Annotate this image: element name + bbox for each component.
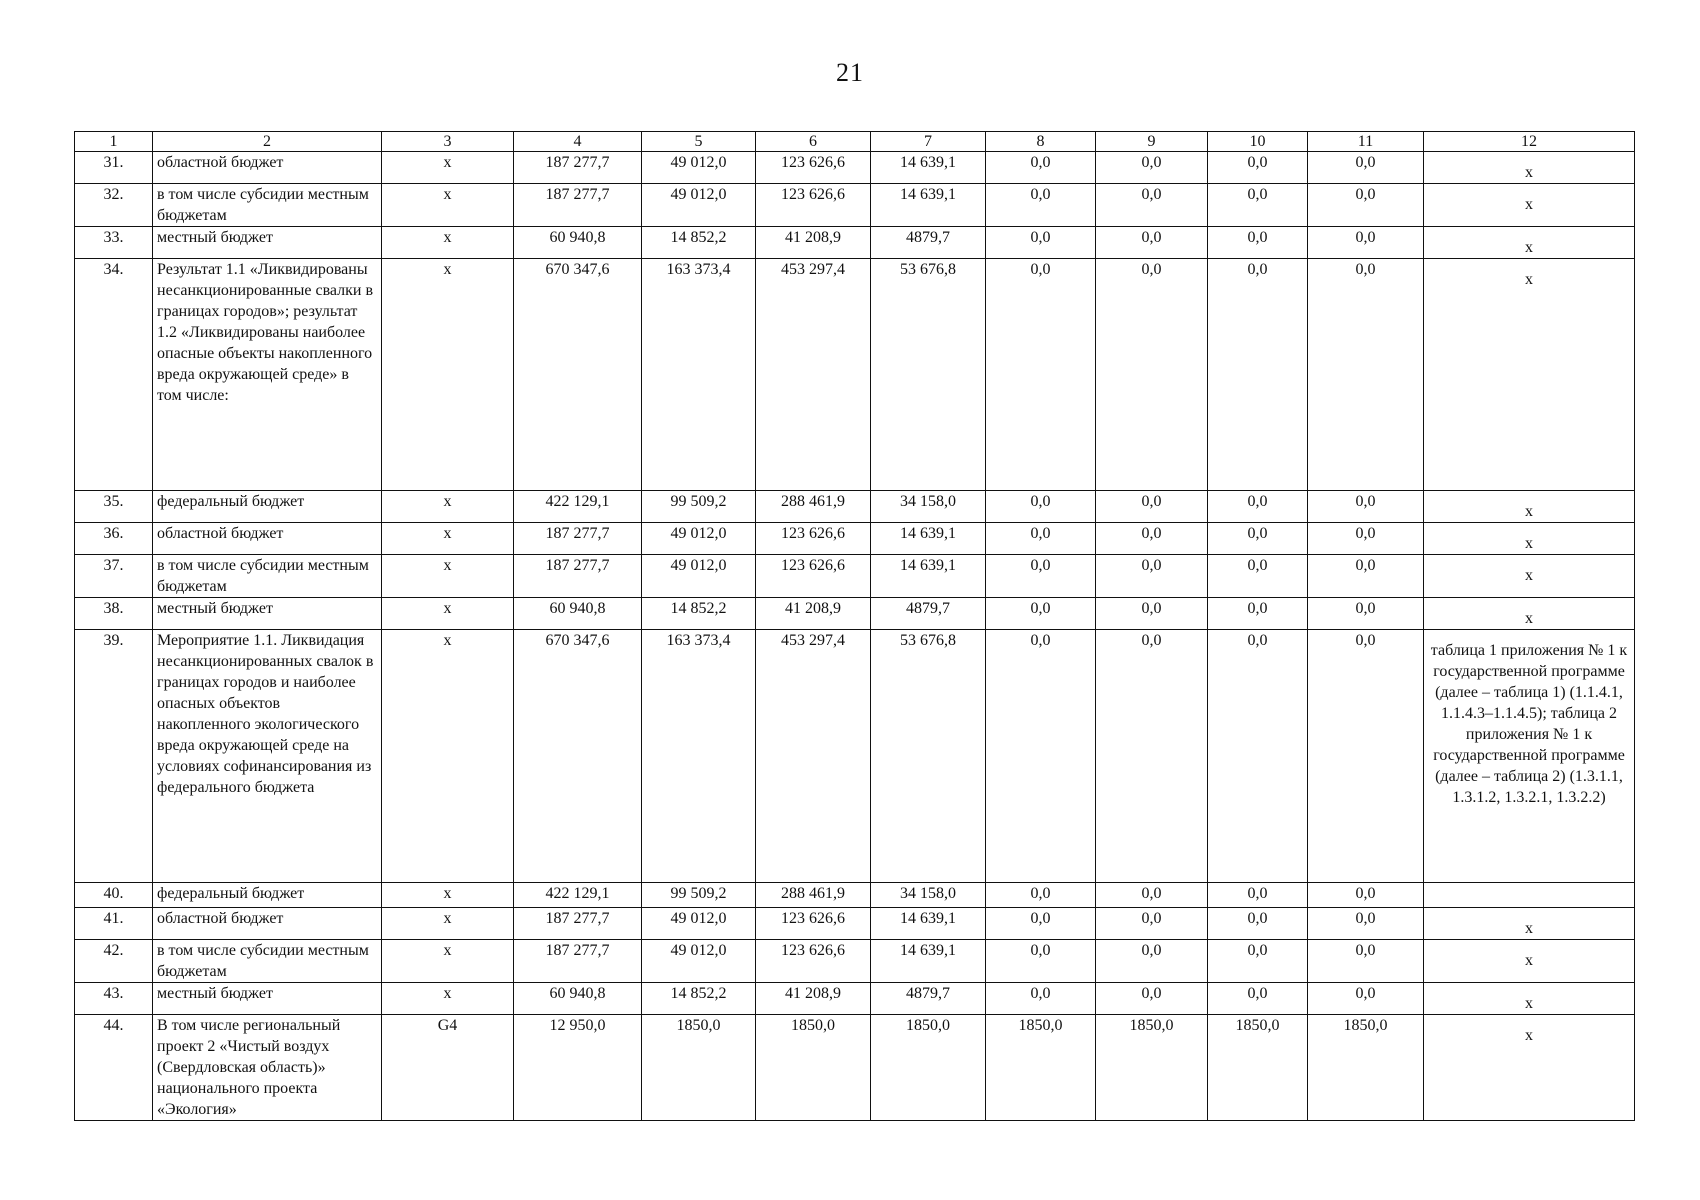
amount-cell: 14 852,2 — [642, 227, 756, 259]
amount-cell: 0,0 — [1096, 883, 1208, 908]
row-note — [1424, 908, 1635, 940]
amount-cell: 0,0 — [1308, 555, 1424, 598]
amount-cell: 0,0 — [1308, 940, 1424, 983]
column-number: 3 — [382, 132, 514, 152]
row-note-text: таблица 1 приложения № 1 к государственной программе (далее – таблица 1) (1.1.4.1, 1.1.4.3–1.1.4.5); таблица 2 приложения № 1 к государственной программе (далее – таблица 2) (1.3.1.1, 1.3.1.2, 1.3.2.1, 1.3.2.2) — [1430, 642, 1628, 806]
amount-cell: 49 012,0 — [642, 152, 756, 184]
row-name: Мероприятие 1.1. Ликвидация несанкционированных свалок в границах городов и наиболее опасных объектов накопленного экологического вреда окружающей среде на условиях софинансирования из федерального бюджета — [153, 630, 382, 883]
column-number: 5 — [642, 132, 756, 152]
amount-cell: 0,0 — [1308, 598, 1424, 630]
amount-cell: 187 277,7 — [514, 184, 642, 227]
amount-cell: 0,0 — [986, 940, 1096, 983]
amount-cell: 14 639,1 — [871, 184, 986, 227]
amount-cell: 14 639,1 — [871, 152, 986, 184]
row-note — [1424, 555, 1635, 598]
row-code: х — [382, 491, 514, 523]
amount-cell: 1850,0 — [1308, 1015, 1424, 1121]
amount-cell: 0,0 — [1208, 259, 1308, 491]
row-note — [1424, 1015, 1635, 1121]
row-name: областной бюджет — [153, 908, 382, 940]
column-number-row — [75, 132, 1635, 152]
row-note-text: х — [1525, 503, 1533, 520]
amount-cell: 0,0 — [1096, 555, 1208, 598]
amount-cell: 0,0 — [1308, 491, 1424, 523]
row-note-text: х — [1525, 239, 1533, 256]
amount-cell: 187 277,7 — [514, 940, 642, 983]
row-note-text: х — [1525, 271, 1533, 288]
amount-cell: 123 626,6 — [756, 555, 871, 598]
amount-cell: 49 012,0 — [642, 184, 756, 227]
row-name: федеральный бюджет — [153, 883, 382, 908]
amount-cell: 0,0 — [986, 184, 1096, 227]
row-code: х — [382, 983, 514, 1015]
amount-cell: 453 297,4 — [756, 630, 871, 883]
amount-cell: 0,0 — [986, 598, 1096, 630]
table-row — [75, 259, 1635, 491]
amount-cell: 0,0 — [1208, 555, 1308, 598]
row-number: 31. — [75, 152, 153, 184]
amount-cell: 60 940,8 — [514, 983, 642, 1015]
amount-cell: 0,0 — [986, 152, 1096, 184]
table-row — [75, 598, 1635, 630]
table-row — [75, 908, 1635, 940]
amount-cell: 0,0 — [1096, 184, 1208, 227]
amount-cell: 0,0 — [986, 983, 1096, 1015]
row-number: 44. — [75, 1015, 153, 1121]
row-number: 41. — [75, 908, 153, 940]
amount-cell: 123 626,6 — [756, 184, 871, 227]
amount-cell: 0,0 — [1308, 184, 1424, 227]
row-name: в том числе субсидии местным бюджетам — [153, 940, 382, 983]
row-number: 36. — [75, 523, 153, 555]
amount-cell: 0,0 — [986, 491, 1096, 523]
row-number: 35. — [75, 491, 153, 523]
row-note-text: х — [1525, 196, 1533, 213]
amount-cell: 0,0 — [1208, 940, 1308, 983]
amount-cell: 12 950,0 — [514, 1015, 642, 1121]
amount-cell: 1850,0 — [1208, 1015, 1308, 1121]
amount-cell: 0,0 — [1096, 259, 1208, 491]
column-number: 12 — [1424, 132, 1635, 152]
amount-cell: 187 277,7 — [514, 555, 642, 598]
amount-cell: 0,0 — [1208, 883, 1308, 908]
amount-cell: 0,0 — [1208, 227, 1308, 259]
amount-cell: 4879,7 — [871, 598, 986, 630]
page-number: 21 — [836, 58, 864, 87]
amount-cell: 0,0 — [1308, 983, 1424, 1015]
amount-cell: 14 639,1 — [871, 555, 986, 598]
amount-cell: 0,0 — [1208, 908, 1308, 940]
amount-cell: 53 676,8 — [871, 259, 986, 491]
amount-cell: 670 347,6 — [514, 259, 642, 491]
row-name: областной бюджет — [153, 152, 382, 184]
column-number: 4 — [514, 132, 642, 152]
amount-cell: 670 347,6 — [514, 630, 642, 883]
row-number: 34. — [75, 259, 153, 491]
row-note-text — [1428, 883, 1630, 893]
row-code: х — [382, 184, 514, 227]
amount-cell: 288 461,9 — [756, 883, 871, 908]
row-note — [1424, 184, 1635, 227]
row-note — [1424, 491, 1635, 523]
row-code: х — [382, 259, 514, 491]
row-note-text: х — [1525, 535, 1533, 552]
row-code: х — [382, 940, 514, 983]
amount-cell: 1850,0 — [1096, 1015, 1208, 1121]
row-number: 39. — [75, 630, 153, 883]
amount-cell: 0,0 — [1308, 883, 1424, 908]
amount-cell: 0,0 — [1096, 983, 1208, 1015]
row-note-text: х — [1525, 995, 1533, 1012]
column-number: 1 — [75, 132, 153, 152]
row-number: 40. — [75, 883, 153, 908]
row-code: х — [382, 908, 514, 940]
row-number: 43. — [75, 983, 153, 1015]
amount-cell: 0,0 — [1208, 598, 1308, 630]
amount-cell: 0,0 — [1308, 908, 1424, 940]
amount-cell: 0,0 — [986, 259, 1096, 491]
amount-cell: 14 639,1 — [871, 908, 986, 940]
amount-cell: 288 461,9 — [756, 491, 871, 523]
row-number: 33. — [75, 227, 153, 259]
column-number: 11 — [1308, 132, 1424, 152]
amount-cell: 0,0 — [1308, 152, 1424, 184]
amount-cell: 0,0 — [986, 523, 1096, 555]
amount-cell: 4879,7 — [871, 227, 986, 259]
amount-cell: 0,0 — [1096, 598, 1208, 630]
row-note-text: х — [1525, 920, 1533, 937]
amount-cell: 0,0 — [1208, 184, 1308, 227]
amount-cell: 0,0 — [986, 908, 1096, 940]
amount-cell: 0,0 — [986, 555, 1096, 598]
amount-cell: 41 208,9 — [756, 227, 871, 259]
row-code: х — [382, 883, 514, 908]
amount-cell: 187 277,7 — [514, 152, 642, 184]
table-row — [75, 152, 1635, 184]
table-row — [75, 184, 1635, 227]
row-note-text: х — [1525, 610, 1533, 627]
row-name: местный бюджет — [153, 598, 382, 630]
row-code: х — [382, 598, 514, 630]
amount-cell: 41 208,9 — [756, 983, 871, 1015]
table-row — [75, 555, 1635, 598]
row-note-text: х — [1525, 1027, 1533, 1044]
amount-cell: 60 940,8 — [514, 227, 642, 259]
table-row — [75, 523, 1635, 555]
row-name: Результат 1.1 «Ликвидированы несанкционированные свалки в границах городов»; результат 1.2 «Ликвидированы наиболее опасные объекты накопленного вреда окружающей среде» в том числе: — [153, 259, 382, 491]
amount-cell: 163 373,4 — [642, 259, 756, 491]
amount-cell: 0,0 — [986, 630, 1096, 883]
amount-cell: 1850,0 — [642, 1015, 756, 1121]
row-code: х — [382, 630, 514, 883]
row-number: 42. — [75, 940, 153, 983]
budget-table — [74, 131, 1635, 1121]
row-name: местный бюджет — [153, 983, 382, 1015]
amount-cell: 99 509,2 — [642, 883, 756, 908]
amount-cell: 1850,0 — [756, 1015, 871, 1121]
row-name: в том числе субсидии местным бюджетам — [153, 555, 382, 598]
amount-cell: 187 277,7 — [514, 908, 642, 940]
table-row — [75, 1015, 1635, 1121]
amount-cell: 34 158,0 — [871, 883, 986, 908]
row-code: х — [382, 227, 514, 259]
row-code: х — [382, 555, 514, 598]
row-note — [1424, 227, 1635, 259]
amount-cell: 14 852,2 — [642, 983, 756, 1015]
amount-cell: 0,0 — [1308, 259, 1424, 491]
table-row — [75, 491, 1635, 523]
amount-cell: 453 297,4 — [756, 259, 871, 491]
row-code: G4 — [382, 1015, 514, 1121]
amount-cell: 53 676,8 — [871, 630, 986, 883]
amount-cell: 0,0 — [1208, 152, 1308, 184]
amount-cell: 34 158,0 — [871, 491, 986, 523]
amount-cell: 0,0 — [1096, 152, 1208, 184]
row-code: х — [382, 152, 514, 184]
amount-cell: 60 940,8 — [514, 598, 642, 630]
amount-cell: 49 012,0 — [642, 523, 756, 555]
row-note — [1424, 152, 1635, 184]
amount-cell: 14 852,2 — [642, 598, 756, 630]
row-note — [1424, 883, 1635, 908]
amount-cell: 0,0 — [1308, 630, 1424, 883]
amount-cell: 49 012,0 — [642, 555, 756, 598]
amount-cell: 0,0 — [1308, 523, 1424, 555]
amount-cell: 4879,7 — [871, 983, 986, 1015]
row-note — [1424, 983, 1635, 1015]
row-note-text: х — [1525, 164, 1533, 181]
table-row — [75, 883, 1635, 908]
table-row — [75, 940, 1635, 983]
amount-cell: 163 373,4 — [642, 630, 756, 883]
row-note-text: х — [1525, 567, 1533, 584]
amount-cell: 0,0 — [1208, 523, 1308, 555]
amount-cell: 14 639,1 — [871, 940, 986, 983]
amount-cell: 49 012,0 — [642, 940, 756, 983]
row-name: местный бюджет — [153, 227, 382, 259]
row-name: В том числе региональный проект 2 «Чистый воздух (Свердловская область)» национального проекта «Экология» — [153, 1015, 382, 1121]
amount-cell: 0,0 — [1208, 983, 1308, 1015]
amount-cell: 123 626,6 — [756, 152, 871, 184]
column-number: 8 — [986, 132, 1096, 152]
column-number: 9 — [1096, 132, 1208, 152]
row-name: федеральный бюджет — [153, 491, 382, 523]
amount-cell: 0,0 — [1096, 227, 1208, 259]
row-code: х — [382, 523, 514, 555]
column-number: 2 — [153, 132, 382, 152]
table-body — [75, 132, 1635, 1121]
amount-cell: 0,0 — [986, 227, 1096, 259]
amount-cell: 0,0 — [1208, 630, 1308, 883]
amount-cell: 1850,0 — [871, 1015, 986, 1121]
amount-cell: 0,0 — [1096, 491, 1208, 523]
amount-cell: 123 626,6 — [756, 940, 871, 983]
table-row — [75, 630, 1635, 883]
amount-cell: 187 277,7 — [514, 523, 642, 555]
column-number: 7 — [871, 132, 986, 152]
row-note — [1424, 630, 1635, 883]
amount-cell: 0,0 — [1208, 491, 1308, 523]
amount-cell: 0,0 — [1096, 940, 1208, 983]
row-name: в том числе субсидии местным бюджетам — [153, 184, 382, 227]
amount-cell: 1850,0 — [986, 1015, 1096, 1121]
row-note — [1424, 523, 1635, 555]
table-row — [75, 227, 1635, 259]
amount-cell: 0,0 — [1096, 908, 1208, 940]
amount-cell: 14 639,1 — [871, 523, 986, 555]
amount-cell: 0,0 — [986, 883, 1096, 908]
amount-cell: 0,0 — [1096, 523, 1208, 555]
row-note-text: х — [1525, 952, 1533, 969]
row-number: 32. — [75, 184, 153, 227]
amount-cell: 49 012,0 — [642, 908, 756, 940]
row-name: областной бюджет — [153, 523, 382, 555]
amount-cell: 41 208,9 — [756, 598, 871, 630]
amount-cell: 123 626,6 — [756, 908, 871, 940]
amount-cell: 422 129,1 — [514, 491, 642, 523]
row-note — [1424, 598, 1635, 630]
column-number: 10 — [1208, 132, 1308, 152]
amount-cell: 99 509,2 — [642, 491, 756, 523]
amount-cell: 0,0 — [1096, 630, 1208, 883]
amount-cell: 0,0 — [1308, 227, 1424, 259]
row-note — [1424, 259, 1635, 491]
row-number: 38. — [75, 598, 153, 630]
row-number: 37. — [75, 555, 153, 598]
amount-cell: 422 129,1 — [514, 883, 642, 908]
amount-cell: 123 626,6 — [756, 523, 871, 555]
row-note — [1424, 940, 1635, 983]
table-row — [75, 983, 1635, 1015]
column-number: 6 — [756, 132, 871, 152]
